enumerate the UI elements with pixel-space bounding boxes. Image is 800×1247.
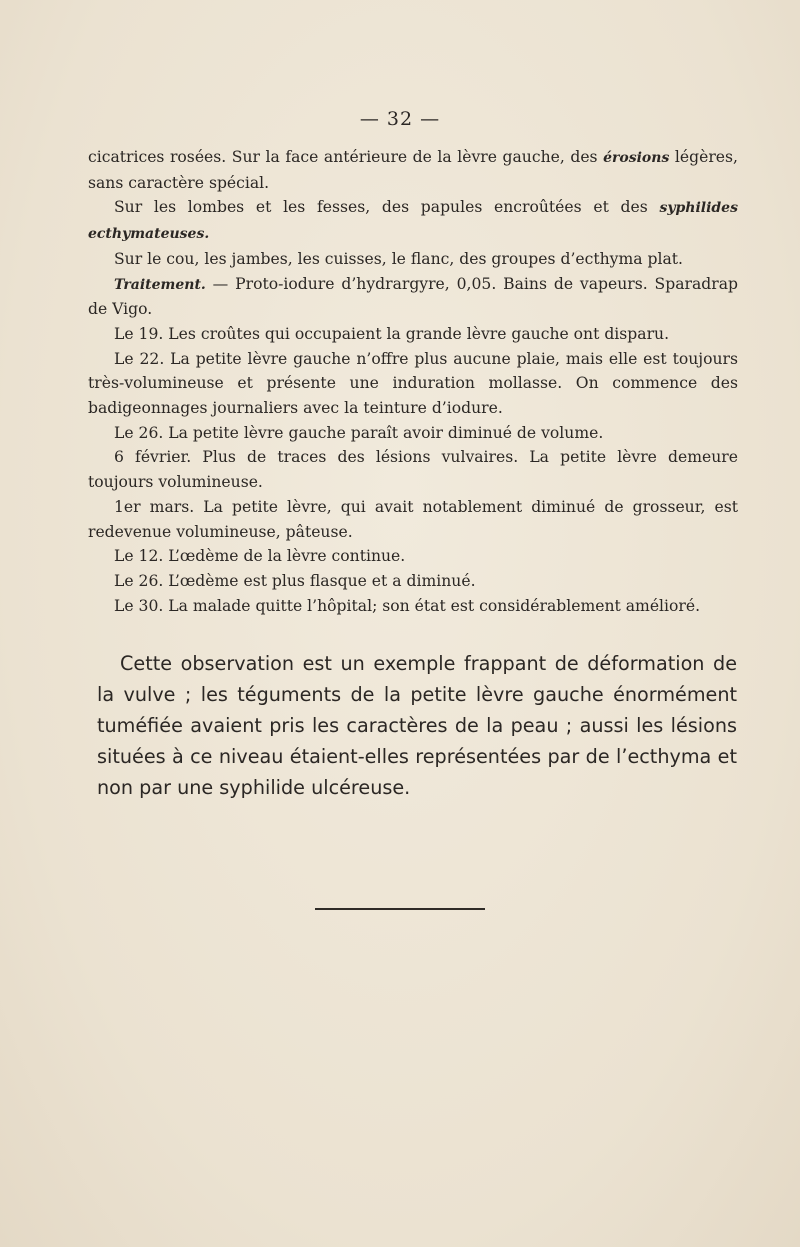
paragraph-cou: Sur le cou, les jambes, les cuisses, le flanc, des groupes d’ecthyma plat. <box>114 249 684 268</box>
commentary-paragraph: Cette observation est un exemple frappant de déformation de la vulve ; les téguments de la petite lèvre gauche énormément tuméfiée avaient pris les caractères de la peau ; aussi les lésions situées à ce niveau étaient-elles représentées par de l’ecthyma et non par une syphilide ulcéreuse. <box>97 652 737 799</box>
paragraph-lombes: Sur les lombes et les fesses, des papules encroûtées et des syphilides ecthymateuses. <box>88 198 738 243</box>
paragraph-le-26-oedeme: Le 26. L’œdème est plus flasque et a diminué. <box>114 571 476 590</box>
commentary <box>97 648 737 803</box>
paragraph-traitement: Traitement. — Proto-iodure d’hydrargyre, 0,05. Bains de vapeurs. Sparadrap de Vigo. <box>88 274 738 319</box>
paragraph-le-26: Le 26. La petite lèvre gauche paraît avoir diminué de volume. <box>114 423 604 442</box>
paragraph-le-30: Le 30. La malade quitte l’hôpital; son état est considérablement amélioré. <box>114 596 701 615</box>
paragraph-le-12: Le 12. L’œdème de la lèvre continue. <box>114 547 406 566</box>
observation-line-1: cicatrices rosées. Sur la face antérieure de la lèvre gauche, des érosions légères, <box>88 148 738 166</box>
paragraph-le-19: Le 19. Les croûtes qui occupaient la grande lèvre gauche ont disparu. <box>114 324 670 343</box>
paragraph-1er-mars: 1er mars. La petite lèvre, qui avait notablement diminué de grosseur, est redevenue volumineuse, pâteuse. <box>88 497 738 541</box>
paragraph-6-fevrier: 6 février. Plus de traces des lésions vulvaires. La petite lèvre demeure toujours volumineuse. <box>88 448 738 492</box>
horizontal-rule <box>315 908 485 910</box>
paragraph-le-22: Le 22. La petite lèvre gauche n’offre plus aucune plaie, mais elle est toujours très-volumineuse et présente une induration mollasse. On commence des badigeonnages journaliers avec la teinture d’iodure. <box>88 349 738 418</box>
observation-line-2: sans caractère spécial. <box>88 173 270 192</box>
page-number: — 32 — <box>359 108 441 130</box>
observation-text <box>88 145 738 618</box>
